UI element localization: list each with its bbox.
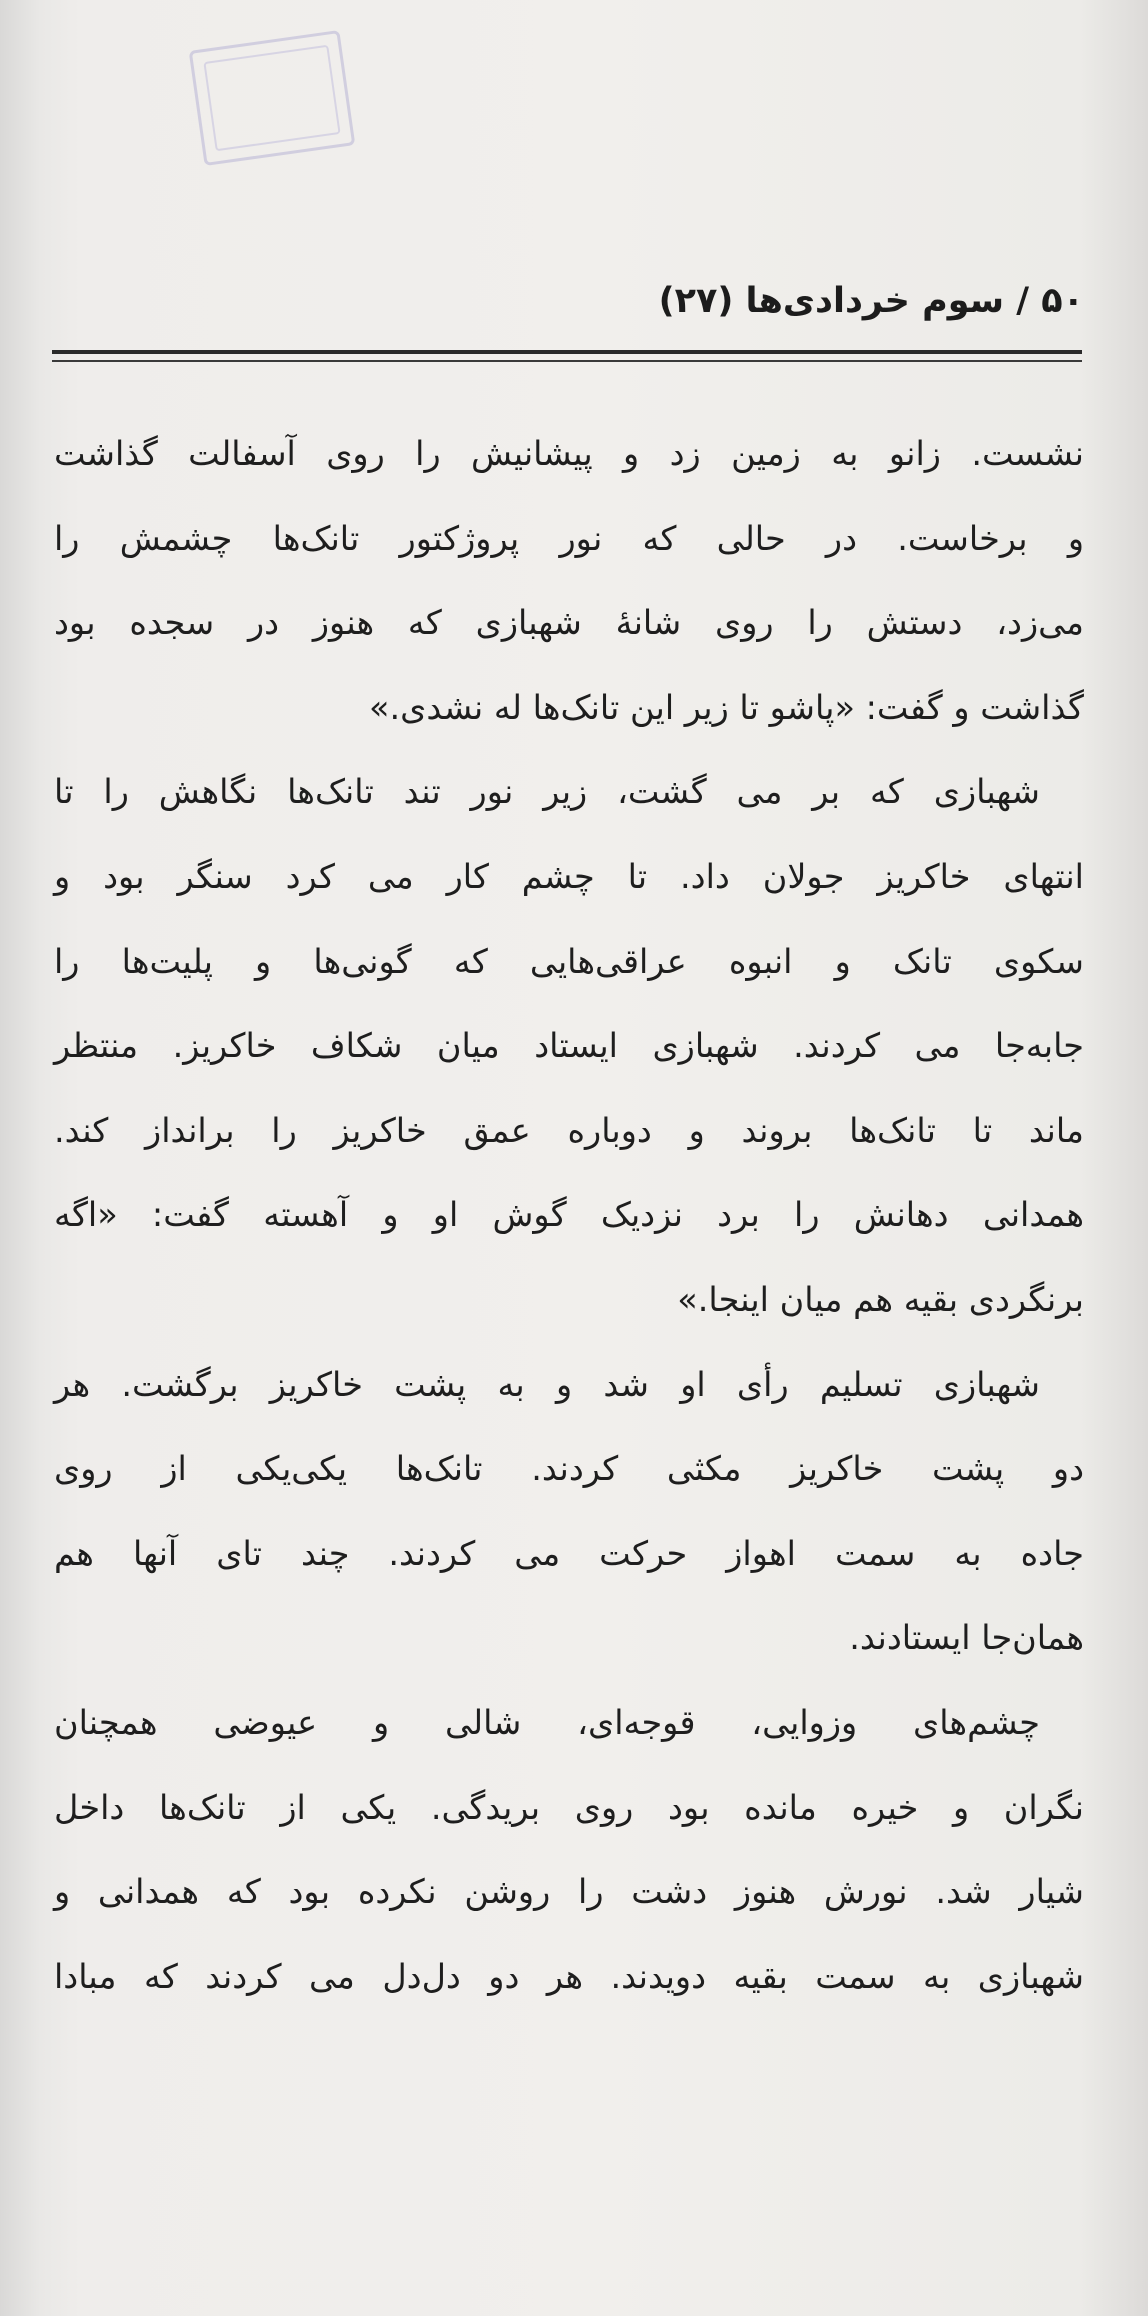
text-line: انتهای خاکریز جولان داد. تا چشم کار می کرد سنگر بود و: [54, 856, 1084, 896]
text-line: سکوی تانک و انبوه عراقی‌هایی که گونی‌ها و پلیت‌ها را: [54, 941, 1084, 981]
text-line: جابه‌جا می کردند. شهبازی ایستاد میان شکاف خاکریز. منتظر: [54, 1026, 1084, 1066]
header-rule-thin: [52, 360, 1082, 362]
text-line: شهبازی به سمت بقیه دویدند. هر دو دل‌دل می کردند که مبادا: [54, 1956, 1084, 1996]
text-line: نشست. زانو به زمین زد و پیشانیش را روی آسفالت گذاشت: [54, 434, 1084, 473]
text-line: نگران و خیره مانده بود روی بریدگی. یکی از تانک‌ها داخل: [54, 1787, 1084, 1827]
paragraph-first-line: شهبازی تسلیم رأی او شد و به پشت خاکریز برگشت. هر: [54, 1364, 1040, 1404]
text-line: دو پشت خاکریز مکثی کردند. تانک‌ها یکی‌یکی از روی: [54, 1449, 1084, 1489]
text-line: می‌زد، دستش را روی شانهٔ شهبازی که هنوز در سجده بود: [54, 603, 1084, 643]
header-rule-thick: [52, 350, 1082, 354]
library-stamp: [189, 30, 356, 166]
paragraph-first-line: چشم‌های وزوایی، قوجه‌ای، شالی و عیوضی همچنان: [54, 1702, 1040, 1742]
text-line: و برخاست. در حالی که نور پروژکتور تانک‌ها چشمش را: [54, 518, 1084, 558]
text-line: ماند تا تانک‌ها بروند و دوباره عمق خاکریز را برانداز کند.: [54, 1110, 1084, 1150]
text-line: شیار شد. نورش هنوز دشت را روشن نکرده بود که همدانی و: [54, 1872, 1084, 1912]
text-line: همدانی دهانش را برد نزدیک گوش او و آهسته گفت: «اگه: [54, 1195, 1084, 1235]
body-text: [54, 412, 1084, 2019]
text-line: جاده به سمت اهواز حرکت می کردند. چند تای آنها هم: [54, 1533, 1084, 1573]
running-head: ۵۰ / سوم خردادی‌ها (۲۷): [658, 281, 1084, 321]
paragraph-first-line: شهبازی که بر می گشت، زیر نور تند تانک‌ها نگاهش را تا: [54, 772, 1040, 812]
text-line: همان‌جا ایستادند.: [849, 1618, 1084, 1658]
text-line: گذاشت و گفت: «پاشو تا زیر این تانک‌ها له نشدی.»: [369, 687, 1084, 727]
text-line: برنگردی بقیه هم میان اینجا.»: [677, 1279, 1084, 1319]
